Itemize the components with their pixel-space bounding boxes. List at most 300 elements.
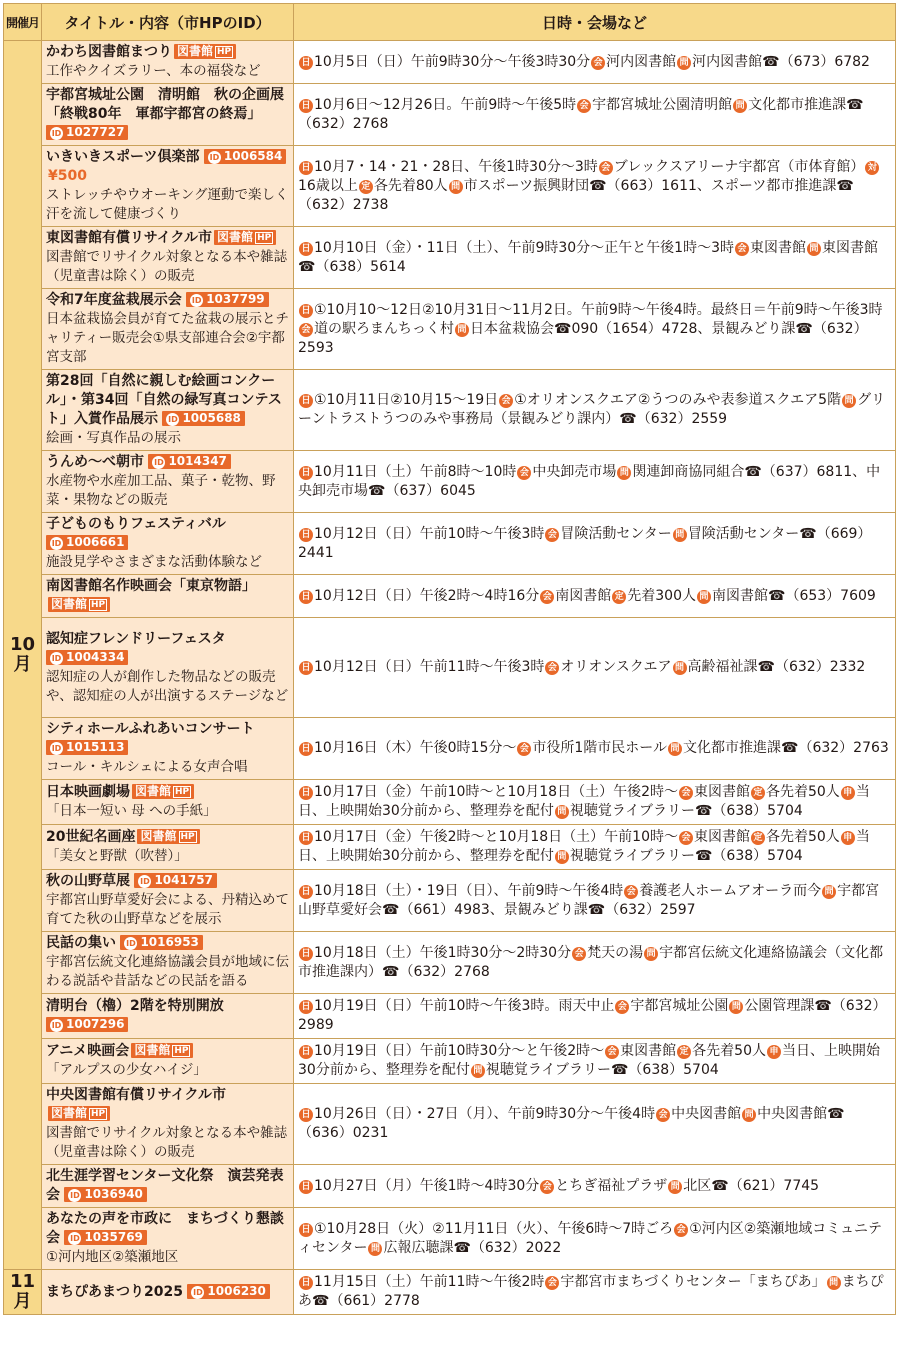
contact-mark-icon: 問 [668, 742, 682, 756]
event-venue: 宇都宮市まちづくりセンター「まちぴあ」 [560, 1274, 826, 1290]
venue-mark-icon: 会 [674, 1223, 688, 1237]
hp-tag-label: HP [91, 1109, 106, 1119]
event-title-cell [42, 227, 294, 289]
page-id-badge [46, 535, 128, 550]
event-info-cell [294, 932, 896, 994]
event-description: 図書館でリサイクル対象となる本や雑誌（児童書は除く）の販売 [46, 249, 288, 284]
event-info-cell [294, 825, 896, 870]
library-hp-tag [174, 44, 236, 59]
library-tag-label: 図書館 [51, 1106, 88, 1120]
event-title: うんめ～べ朝市 [46, 454, 144, 470]
event-title-cell [42, 718, 294, 780]
library-hp-tag [48, 597, 110, 612]
event-title-cell [42, 451, 294, 513]
event-title: 子どものもりフェスティバル [46, 516, 226, 532]
date-mark-icon: 日 [299, 1045, 313, 1059]
page-id-number: 1006661 [66, 535, 125, 549]
event-date: 10月7・14・21・28日、午後1時30分～3時 [314, 158, 598, 175]
page-id-number: 1014347 [168, 454, 227, 468]
event-date: 10月17日（金）午後2時～と10月18日（土）午前10時～ [314, 829, 678, 845]
event-description: 「日本一短い 母 への手紙」 [46, 803, 217, 819]
date-mark-icon: 日 [299, 1223, 313, 1237]
event-title-cell [42, 932, 294, 994]
table-row [4, 41, 896, 84]
date-mark-icon: 日 [299, 56, 313, 70]
event-date: 10月12日（日）午後2時～4時16分 [314, 587, 540, 604]
hp-tag-label: HP [175, 787, 190, 797]
event-title-cell [42, 618, 294, 718]
venue-mark-icon: 会 [540, 590, 554, 604]
event-date: 10月11日（土）午前8時～10時 [314, 463, 517, 480]
venue-mark-icon: 会 [615, 1000, 629, 1014]
venue-mark-icon: 会 [299, 323, 313, 337]
event-title-cell [42, 289, 294, 370]
venue-mark-icon: 会 [499, 394, 513, 408]
event-date: 10月5日（日）午前9時30分～午後3時30分 [314, 53, 591, 70]
event-title-cell [42, 825, 294, 870]
page-id-number: 1027727 [66, 125, 125, 139]
event-capacity: 先着300人 [627, 587, 696, 604]
event-rows [4, 41, 896, 1315]
event-venue: ①河内区②築瀬地域コミュニティセンター [298, 1220, 883, 1256]
page-id-number: 1041757 [154, 873, 213, 887]
event-info-cell [294, 575, 896, 618]
venue-mark-icon: 会 [517, 742, 531, 756]
event-description: 宇都宮伝統文化連絡協議会員が地域に伝わる説話や昔話などの民話を語る [46, 954, 289, 989]
library-hp-tag [48, 1106, 110, 1121]
event-contact: グリーントラストうつのみや事務局（景観みどり課内）☎（632）2559 [298, 392, 886, 427]
event-info-cell [294, 289, 896, 370]
page-id-badge [186, 292, 268, 307]
event-venue: 宇都宮城址公園 [630, 998, 729, 1014]
apply-mark-icon: 申 [767, 1045, 781, 1059]
event-info-cell [294, 1165, 896, 1208]
id-icon: ID [51, 129, 62, 138]
table-row [4, 780, 896, 825]
date-mark-icon: 日 [299, 304, 313, 318]
table-row [4, 227, 896, 289]
fee-label: ¥500 [48, 168, 87, 184]
header-title: タイトル・内容（市HPのID） [42, 4, 294, 41]
event-title: 東図書館有償リサイクル市 [46, 230, 213, 246]
event-contact: 河内図書館☎（673）6782 [692, 53, 870, 70]
date-mark-icon: 日 [299, 590, 313, 604]
event-info-cell [294, 1039, 896, 1084]
venue-mark-icon: 会 [545, 661, 559, 675]
date-mark-icon: 日 [299, 831, 313, 845]
event-contact: 視聴覚ライブラリー☎（638）5704 [569, 848, 803, 864]
hp-tag-label: HP [257, 233, 272, 243]
event-info-cell [294, 1084, 896, 1165]
page-id-badge [64, 1230, 146, 1245]
event-venue: 東図書館 [749, 239, 806, 256]
event-table-wrapper [3, 3, 895, 1315]
event-date: 10月6日～12月26日。午前9時～午後5時 [314, 96, 577, 113]
apply-mark-icon: 申 [841, 831, 855, 845]
venue-mark-icon: 会 [577, 99, 591, 113]
apply-mark-icon: 申 [841, 786, 855, 800]
event-date: 10月16日（木）午後0時15分～ [314, 740, 517, 756]
venue-mark-icon: 会 [679, 786, 693, 800]
event-title-cell [42, 146, 294, 227]
contact-mark-icon: 問 [677, 56, 691, 70]
table-row [4, 84, 896, 146]
page-id-badge [120, 935, 202, 950]
venue-mark-icon: 会 [517, 466, 531, 480]
venue-mark-icon: 会 [591, 56, 605, 70]
event-target: 16歳以上 [298, 177, 358, 194]
event-contact: 公園管理課☎（632）2989 [298, 998, 887, 1033]
event-title: 日本映画劇場 [46, 784, 130, 800]
event-title-cell [42, 513, 294, 575]
event-contact: 視聴覚ライブラリー☎（638）5704 [569, 803, 803, 819]
date-mark-icon: 日 [299, 466, 313, 480]
event-title-cell [42, 994, 294, 1039]
table-row [4, 513, 896, 575]
library-hp-tag [132, 784, 194, 799]
id-icon: ID [51, 1021, 62, 1030]
id-icon: ID [193, 1287, 203, 1297]
page-id-number: 1005688 [182, 411, 241, 425]
date-mark-icon: 日 [299, 394, 313, 408]
date-mark-icon: 日 [299, 1000, 313, 1014]
contact-mark-icon: 問 [822, 885, 836, 899]
event-description: 施設見学やさまざまな活動体験など [46, 554, 262, 570]
target-mark-icon: 対 [865, 161, 879, 175]
event-title: いきいきスポーツ倶楽部 [46, 149, 200, 165]
event-info-cell [294, 84, 896, 146]
event-contact: 東図書館☎（638）5614 [298, 239, 878, 275]
event-contact: 宇都宮伝統文化連絡協議会（文化都市推進課内）☎（632）2768 [298, 944, 884, 980]
event-contact: 関連卸商協同組合☎（637）6811、中央卸売市場☎（637）6045 [298, 463, 881, 499]
event-contact: 宇都宮山野草愛好会☎（661）4983、景観みどり課☎（632）2597 [298, 882, 880, 918]
hp-tag-label: HP [217, 47, 232, 57]
event-date: 10月12日（日）午前10時～午後3時 [314, 525, 545, 542]
event-description: 宇都宮山野草愛好会による、丹精込めて育てた秋の山野草などを展示 [46, 892, 289, 927]
id-icon: ID [168, 415, 178, 424]
venue-mark-icon: 会 [545, 528, 559, 542]
contact-mark-icon: 問 [455, 323, 469, 337]
event-date: 10月27日（月）午後1時～4時30分 [314, 1177, 540, 1194]
table-row [4, 994, 896, 1039]
event-description: 絵画・写真作品の展示 [46, 430, 181, 446]
event-contact: 広報広聴課☎（632）2022 [383, 1239, 562, 1256]
page-id-number: 1004334 [66, 649, 125, 664]
event-description: 「美女と野獣（吹替）」 [46, 848, 188, 864]
event-venue: 道の駅ろまんちっく村 [314, 320, 454, 337]
event-date: 10月12日（日）午前11時～午後3時 [314, 659, 545, 675]
event-contact: まちぴあ☎（661）2778 [298, 1274, 884, 1309]
contact-mark-icon: 問 [742, 1108, 756, 1122]
event-description: 日本盆栽協会員が育てた盆栽の展示とチャリティー販売会①県支部連合会②宇都宮支部 [46, 311, 289, 365]
event-title: 認知症フレンドリーフェスタ [46, 630, 226, 647]
contact-mark-icon: 問 [827, 1276, 841, 1290]
event-contact: 北区☎（621）7745 [683, 1177, 820, 1194]
table-row [4, 1165, 896, 1208]
date-mark-icon: 日 [299, 661, 313, 675]
venue-mark-icon: 会 [605, 1045, 619, 1059]
event-title-cell [42, 1039, 294, 1084]
table-row [4, 1084, 896, 1165]
event-title: 宇都宮城址公園 清明館 秋の企画展「終戦80年 軍都宇都宮の終焉」 [46, 87, 284, 122]
event-info-cell [294, 513, 896, 575]
capacity-mark-icon: 定 [751, 831, 765, 845]
event-title-cell [42, 870, 294, 932]
contact-mark-icon: 問 [555, 850, 569, 864]
date-mark-icon: 日 [299, 242, 313, 256]
event-info-cell [294, 370, 896, 451]
table-row [4, 870, 896, 932]
id-icon: ID [209, 153, 220, 162]
page-id-badge [187, 1284, 269, 1299]
event-info-cell [294, 618, 896, 718]
event-contact: 南図書館☎（653）7609 [712, 587, 876, 604]
page-id-number: 1006584 [223, 149, 283, 163]
event-date: 10月10日（金）・11日（土）、午前9時30分～正午と午後1時～3時 [314, 239, 734, 256]
event-info-cell [294, 451, 896, 513]
page-id-number: 1037799 [206, 292, 265, 306]
month-cell-october: 10月 [4, 41, 42, 1270]
id-icon: ID [51, 653, 62, 663]
event-title-cell [42, 84, 294, 146]
event-venue: 東図書館 [620, 1043, 677, 1059]
library-hp-tag [214, 230, 276, 245]
page-id-number: 1036940 [84, 1187, 143, 1201]
venue-mark-icon: 会 [599, 161, 613, 175]
event-info-cell [294, 870, 896, 932]
contact-mark-icon: 問 [668, 1180, 682, 1194]
event-description: 認知症の人が創作した物品などの販売や、認知症の人が出演するステージなど [46, 668, 289, 704]
venue-mark-icon: 会 [624, 885, 638, 899]
library-hp-tag [137, 829, 199, 844]
contact-mark-icon: 問 [644, 947, 658, 961]
id-icon: ID [51, 539, 62, 548]
event-description: 図書館でリサイクル対象となる本や雑誌（児童書は除く）の販売 [46, 1125, 288, 1160]
id-icon: ID [154, 458, 164, 467]
event-title: アニメ映画会 [46, 1043, 130, 1059]
capacity-mark-icon: 定 [677, 1045, 691, 1059]
venue-mark-icon: 会 [572, 947, 586, 961]
date-mark-icon: 日 [299, 1180, 313, 1194]
event-contact: 市スポーツ振興財団☎（663）1611、スポーツ都市推進課☎（632）2738 [298, 177, 854, 213]
event-date: 11月15日（土）午前11時～午後2時 [314, 1274, 545, 1290]
table-row [4, 932, 896, 994]
event-venue: 市役所1階市民ホール [532, 740, 667, 756]
event-application: 当日、上映開始30分前から、整理券を配付 [298, 1043, 880, 1078]
event-description: ①河内地区②築瀬地区 [46, 1249, 179, 1265]
contact-mark-icon: 問 [733, 99, 747, 113]
hp-tag-label: HP [91, 600, 106, 610]
event-title: 令和7年度盆栽展示会 [46, 292, 182, 308]
event-info-cell [294, 1208, 896, 1270]
event-title: シティホールふれあいコンサート [46, 721, 255, 737]
table-header-row [4, 4, 896, 41]
event-table [3, 3, 896, 1315]
table-row [4, 370, 896, 451]
library-hp-tag [131, 1043, 193, 1058]
venue-mark-icon: 会 [540, 1180, 554, 1194]
event-venue: 中央図書館 [671, 1106, 742, 1122]
library-tag-label: 図書館 [177, 44, 214, 58]
page-id-badge [148, 454, 230, 469]
date-mark-icon: 日 [299, 1108, 313, 1122]
event-venue: 宇都宮城址公園清明館 [592, 96, 733, 113]
event-date: ①10月28日（火）②11月11日（火）、午後6時～7時ごろ [314, 1220, 674, 1237]
event-description: コール・キルシェによる女声合唱 [46, 759, 248, 775]
event-title-cell [42, 41, 294, 84]
id-icon: ID [191, 296, 202, 305]
contact-mark-icon: 問 [449, 180, 463, 194]
page-id-number: 1016953 [140, 935, 199, 949]
date-mark-icon: 日 [299, 1276, 313, 1290]
event-date: 10月26日（日）・27日（月）、午前9時30分～午後4時 [314, 1106, 656, 1122]
contact-mark-icon: 問 [807, 242, 821, 256]
event-date: 10月19日（日）午前10時～午後3時。雨天中止 [314, 998, 615, 1014]
id-icon: ID [140, 877, 150, 886]
table-row [4, 146, 896, 227]
id-icon: ID [126, 939, 136, 948]
table-row [4, 718, 896, 780]
event-venue: 東図書館 [693, 829, 750, 845]
event-contact: 視聴覚ライブラリー☎（638）5704 [485, 1062, 719, 1078]
event-title: 清明台（櫓）2階を特別開放 [46, 998, 224, 1014]
page-id-badge [46, 125, 128, 140]
venue-mark-icon: 会 [656, 1108, 670, 1122]
library-tag-label: 図書館 [135, 784, 172, 798]
header-info: 日時・会場など [294, 4, 896, 41]
venue-mark-icon: 会 [735, 242, 749, 256]
event-venue: とちぎ福祉プラザ [555, 1177, 668, 1194]
hp-tag-label: HP [180, 832, 195, 842]
event-capacity: 各先着80人 [373, 177, 448, 194]
event-info-cell [294, 780, 896, 825]
event-application: 当日、上映開始30分前から、整理券を配付 [298, 829, 870, 864]
id-icon: ID [70, 1191, 80, 1200]
page-id-badge [46, 650, 128, 665]
event-title: 秋の山野草展 [46, 873, 130, 889]
page-id-badge [204, 149, 286, 164]
event-date: ①10月11日②10月15～19日 [314, 392, 499, 408]
table-row [4, 575, 896, 618]
table-row [4, 825, 896, 870]
date-mark-icon: 日 [299, 528, 313, 542]
page-id-badge [64, 1187, 146, 1202]
event-venue: ①オリオンスクエア②うつのみや表参道スクエア5階 [514, 392, 842, 408]
event-title: 20世紀名画座 [46, 829, 136, 845]
event-title: 第28回「自然に親しむ絵画コンクール」・第34回「自然の緑写真コンテスト」入賞作品展示 [46, 373, 282, 427]
event-info-cell [294, 227, 896, 289]
event-date: 10月18日（土）・19日（日）、午前9時～午後4時 [314, 882, 624, 899]
hp-tag-label: HP [174, 1046, 189, 1056]
event-title: 中央図書館有償リサイクル市 [46, 1087, 227, 1103]
event-application: 当日、上映開始30分前から、整理券を配付 [298, 784, 870, 819]
date-mark-icon: 日 [299, 885, 313, 899]
contact-mark-icon: 問 [555, 805, 569, 819]
library-tag-label: 図書館 [217, 230, 254, 244]
event-title-cell [42, 1270, 294, 1315]
event-date: ①10月10～12日②10月31日～11月2日。午前9時～午後4時。最終日＝午前9時～午後3時 [314, 301, 883, 318]
page-id-badge [162, 411, 244, 426]
date-mark-icon: 日 [299, 742, 313, 756]
venue-mark-icon: 会 [679, 831, 693, 845]
contact-mark-icon: 問 [673, 528, 687, 542]
table-row [4, 1208, 896, 1270]
event-description: 水産物や水産加工品、菓子・乾物、野菜・果物などの販売 [46, 473, 276, 508]
event-info-cell [294, 146, 896, 227]
event-contact: 冒険活動センター☎（669）2441 [298, 525, 872, 561]
event-info-cell [294, 994, 896, 1039]
contact-mark-icon: 問 [729, 1000, 743, 1014]
library-tag-label: 図書館 [51, 597, 88, 611]
table-row [4, 451, 896, 513]
event-venue: ブレックスアリーナ宇都宮（市体育館） [613, 158, 865, 175]
table-row [4, 618, 896, 718]
page-id-number: 1035769 [84, 1230, 143, 1244]
event-description: 工作やクイズラリー、本の福袋など [46, 63, 261, 79]
event-description: ストレッチやウオーキング運動で楽しく汗を流して健康づくり [46, 187, 289, 222]
contact-mark-icon: 問 [842, 394, 856, 408]
event-venue: 養護老人ホームアオーラ而今 [639, 882, 822, 899]
event-capacity: 各先着50人 [765, 829, 840, 845]
contact-mark-icon: 問 [471, 1064, 485, 1078]
contact-mark-icon: 問 [617, 466, 631, 480]
event-capacity: 各先着50人 [765, 784, 840, 800]
page-id-badge [46, 1017, 128, 1032]
date-mark-icon: 日 [299, 99, 313, 113]
event-title: 南図書館名作映画会「東京物語」 [46, 578, 256, 594]
event-contact: 高齢福祉課☎（632）2332 [687, 659, 866, 675]
contact-mark-icon: 問 [368, 1242, 382, 1256]
contact-mark-icon: 問 [673, 661, 687, 675]
table-row [4, 1270, 896, 1315]
month-cell-november: 11月 [4, 1270, 42, 1315]
library-tag-label: 図書館 [134, 1043, 171, 1057]
page-id-number: 1015113 [66, 740, 125, 754]
event-contact: 文化都市推進課☎（632）2763 [683, 740, 889, 756]
event-title-cell [42, 370, 294, 451]
event-title: あなたの声を市政に まちづくり懇談会 [46, 1211, 284, 1246]
event-title-cell [42, 575, 294, 618]
event-title: まちぴあまつり2025 [46, 1283, 183, 1300]
contact-mark-icon: 問 [697, 590, 711, 604]
event-venue: オリオンスクエア [560, 659, 672, 675]
event-description: 「アルプスの少女ハイジ」 [46, 1062, 207, 1078]
event-info-cell [294, 1270, 896, 1315]
event-title: 北生涯学習センター文化祭 演芸発表会 [46, 1168, 284, 1203]
event-title-cell [42, 780, 294, 825]
date-mark-icon: 日 [299, 786, 313, 800]
page-id-badge [46, 740, 128, 755]
page-id-badge [134, 873, 216, 888]
id-icon: ID [51, 744, 62, 753]
event-venue: 梵天の湯 [587, 944, 644, 961]
venue-mark-icon: 会 [545, 1276, 559, 1290]
event-date: 10月19日（日）午前10時30分～と午後2時～ [314, 1043, 605, 1059]
event-capacity: 各先着50人 [692, 1043, 766, 1059]
event-venue: 冒険活動センター [560, 525, 672, 542]
date-mark-icon: 日 [299, 947, 313, 961]
event-title: かわち図書館まつり [46, 44, 172, 60]
event-contact: 中央図書館☎（636）0231 [298, 1106, 845, 1141]
table-row [4, 1039, 896, 1084]
event-date: 10月17日（金）午前10時～と10月18日（土）午後2時～ [314, 784, 678, 800]
event-title-cell [42, 1165, 294, 1208]
table-row [4, 289, 896, 370]
event-venue: 河内図書館 [606, 53, 677, 70]
page-id-number: 1007296 [66, 1017, 125, 1031]
capacity-mark-icon: 定 [612, 590, 626, 604]
event-date: 10月18日（土）午後1時30分～2時30分 [314, 944, 572, 961]
